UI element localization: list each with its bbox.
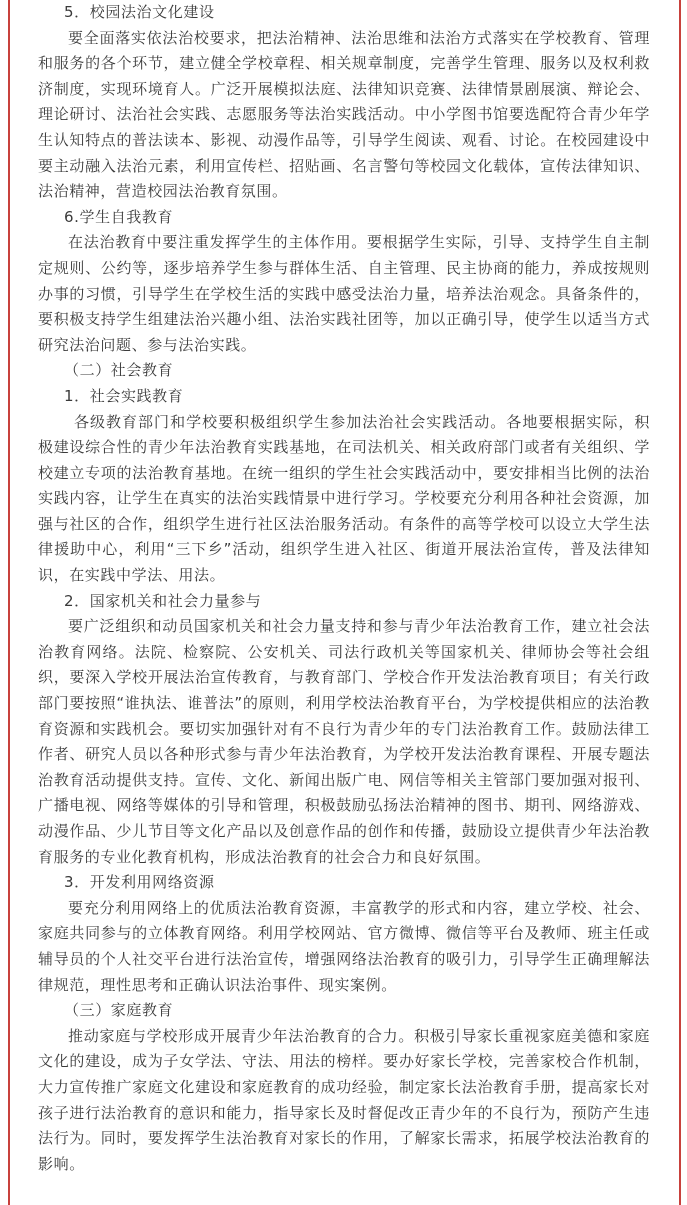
paragraph-family-education: 推动家庭与学校形成开展青少年法治教育的合力。积极引导家长重视家庭美德和家庭文化的建设，成为子女学法、守法、用法的榜样。要办好家长学校，完善家校合作机制，大力宣传推广家庭文化建设和家庭教育的成功经验，制定家长法治教育手册，提高家长对孩子进行法治教育的意识和能力，指导家长及时督促改正青少年的不良行为，预防产生违法行为。同时，要发挥学生法治教育对家长的作用，了解家长需求，拓展学校法治教育的影响。 bbox=[38, 1026, 650, 1173]
paragraph-campus-culture: 要全面落实依法治校要求，把法治精神、法治思维和法治方式落实在学校教育、管理和服务的各个环节，建立健全学校章程、相关规章制度，完善学生管理、服务以及权利救济制度，实现环境育人。广泛开展模拟法庭、法律知识竞赛、法律情景剧展演、辩论会、理论研讨、法治社会实践、志愿服务等法治实践活动。中小学图书馆要选配符合青少年学生认知特点的普法读本、影视、动漫作品等，引导学生阅读、观看、讨论。在校园建设中要主动融入法治元素，利用宣传栏、招贴画、名言警句等校园文化载体，宣传法律知识、法治精神，营造校园法治教育氛围。 bbox=[38, 28, 650, 201]
article-body bbox=[38, 0, 650, 1177]
paragraph-social-practice: 各级教育部门和学校要积极组织学生参加法治社会实践活动。各地要根据实际，积极建设综合性的青少年法治教育实践基地，在司法机关、相关政府部门或者有关组织、学校建立专项的法治教育基地。在统一组织的学生社会实践活动中，要安排相当比例的法治实践内容，让学生在真实的法治实践情景中进行学习。学校要充分利用各种社会资源，加强与社区的合作，组织学生进行社区法治服务活动。有条件的高等学校可以设立大学生法律援助中心，利用“三下乡”活动，组织学生进入社区、街道开展法治宣传，普及法律知识，在实践中学法、用法。 bbox=[38, 412, 650, 585]
paragraph-network-resources: 要充分利用网络上的优质法治教育资源，丰富教学的形式和内容，建立学校、社会、家庭共同参与的立体教育网络。利用学校网站、官方微博、微信等平台及教师、班主任或辅导员的个人社交平台进行法治宣传，增强网络法治教育的吸引力，引导学生正确理解法律规范，理性思考和正确认识法治事件、现实案例。 bbox=[38, 898, 650, 994]
right-border-line bbox=[679, 0, 681, 1205]
section-heading-family-education: （三）家庭教育 bbox=[64, 1001, 174, 1020]
paragraph-self-education: 在法治教育中要注重发挥学生的主体作用。要根据学生实际，引导、支持学生自主制定规则、公约等，逐步培养学生参与群体生活、自主管理、民主协商的能力，养成按规则办事的习惯，引导学生在学校生活的实践中感受法治力量，培养法治观念。具备条件的，要积极支持学生组建法治兴趣小组、法治实践社团等，加以正确引导，使学生以适当方式研究法治问题、参与法治实践。 bbox=[38, 233, 650, 354]
section-heading-campus-culture: 5．校园法治文化建设 bbox=[64, 3, 215, 21]
section-heading-network-resources: 3．开发利用网络资源 bbox=[64, 873, 215, 892]
section-heading-state-organs: 2．国家机关和社会力量参与 bbox=[64, 591, 262, 610]
section-heading-social-practice: 1．社会实践教育 bbox=[64, 386, 184, 405]
section-heading-social-education: （二）社会教育 bbox=[64, 361, 174, 380]
paragraph-state-organs: 要广泛组织和动员国家机关和社会力量支持和参与青少年法治教育工作，建立社会法治教育网络。法院、检察院、公安机关、司法行政机关等国家机关、律师协会等社会组织，要深入学校开展法治宣传教育，与教育部门、学校合作开发法治教育项目；有关行政部门要按照“谁执法、谁普法”的原则，利用学校法治教育平台，为学校提供相应的法治教育资源和实践机会。要切实加强针对有不良行为青少年的专门法治教育工作。鼓励法律工作者、研究人员以各种形式参与青少年法治教育，为学校开发法治教育课程、开展专题法治教育活动提供支持。宣传、文化、新闻出版广电、网信等相关主管部门要加强对报刊、广播电视、网络等媒体的引导和管理，积极鼓励弘扬法治精神的图书、期刊、网络游戏、动漫作品、少儿节目等文化产品以及创意作品的创作和传播，鼓励设立提供青少年法治教育服务的专业化教育机构，形成法治教育的社会合力和良好氛围。 bbox=[38, 617, 650, 866]
left-border-line bbox=[8, 0, 10, 1205]
section-heading-self-education: 6.学生自我教育 bbox=[64, 207, 174, 226]
